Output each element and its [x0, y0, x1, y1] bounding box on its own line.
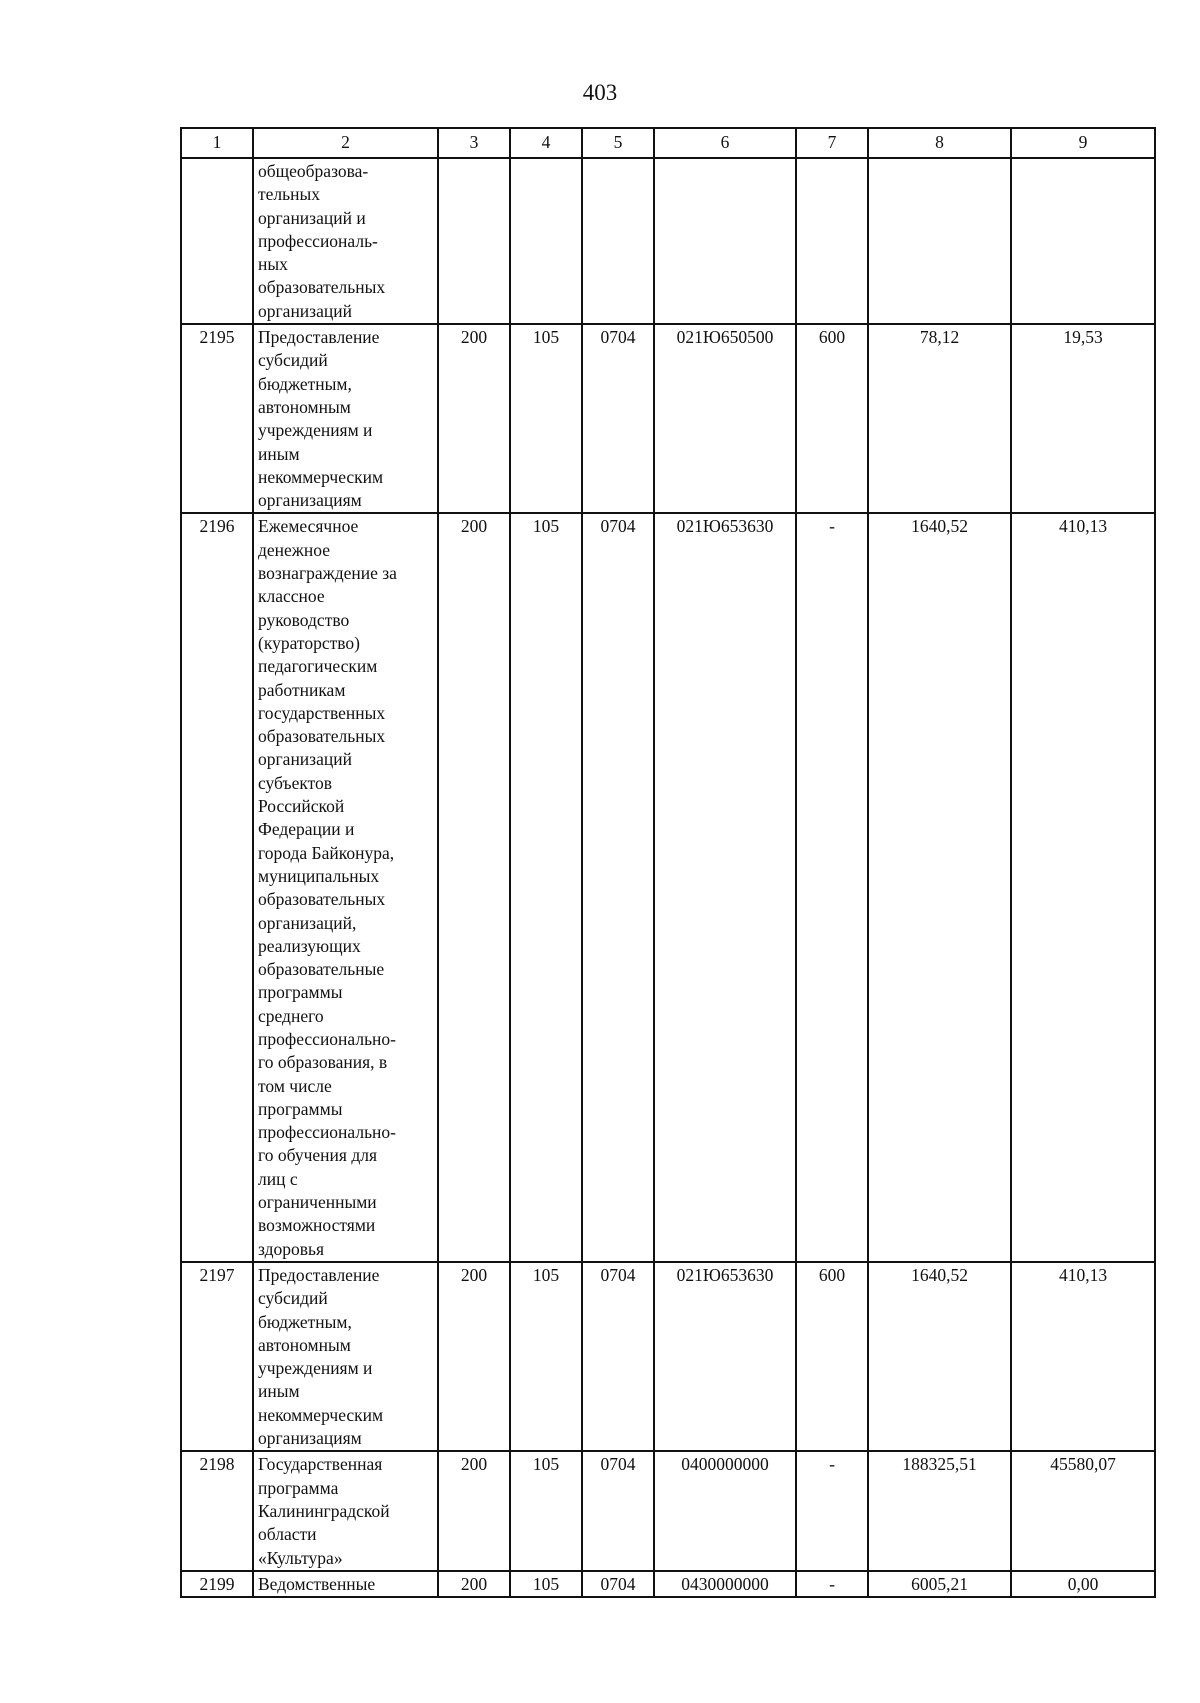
cell-col-3: 200: [438, 324, 510, 513]
cell-col-8: 1640,52: [868, 513, 1011, 1262]
row-number-cell: [181, 158, 253, 324]
cell-col-7: -: [796, 1451, 868, 1570]
header-col-7: 7: [796, 128, 868, 158]
header-col-6: 6: [654, 128, 796, 158]
header-col-3: 3: [438, 128, 510, 158]
header-col-2: 2: [253, 128, 438, 158]
cell-col-7: 600: [796, 1262, 868, 1451]
cell-col-8: 1640,52: [868, 1262, 1011, 1451]
table-row: [181, 324, 1155, 513]
row-description: Предоставление субсидий бюджетным, автономным учреждениям и иным некоммерческим организациям: [253, 324, 438, 513]
cell-col-8: [868, 158, 1011, 324]
table-row-continuation: [181, 158, 1155, 324]
cell-col-9: 410,13: [1011, 1262, 1155, 1451]
cell-col-9: 45580,07: [1011, 1451, 1155, 1570]
cell-col-4: 105: [510, 1451, 582, 1570]
cell-col-7: -: [796, 513, 868, 1262]
header-col-8: 8: [868, 128, 1011, 158]
cell-col-6: 021Ю650500: [654, 324, 796, 513]
table-header-row: [181, 128, 1155, 158]
cell-col-4: 105: [510, 1262, 582, 1451]
cell-col-9: 0,00: [1011, 1571, 1155, 1597]
row-number-cell: 2197: [181, 1262, 253, 1451]
cell-col-3: 200: [438, 1262, 510, 1451]
header-col-9: 9: [1011, 128, 1155, 158]
row-number-cell: 2196: [181, 513, 253, 1262]
cell-col-8: 78,12: [868, 324, 1011, 513]
cell-col-6: 0430000000: [654, 1571, 796, 1597]
row-number-cell: 2195: [181, 324, 253, 513]
cell-col-5: [582, 158, 654, 324]
cell-col-7: 600: [796, 324, 868, 513]
row-description: Предоставление субсидий бюджетным, автономным учреждениям и иным некоммерческим организациям: [253, 1262, 438, 1451]
cell-col-4: 105: [510, 1571, 582, 1597]
cell-col-5: 0704: [582, 1571, 654, 1597]
cell-col-5: 0704: [582, 1262, 654, 1451]
cell-col-6: 021Ю653630: [654, 513, 796, 1262]
cell-col-9: 19,53: [1011, 324, 1155, 513]
cell-col-3: 200: [438, 513, 510, 1262]
header-col-4: 4: [510, 128, 582, 158]
row-description: Ведомственные: [253, 1571, 438, 1597]
row-description: общеобразова- тельных организаций и профессиональ- ных образовательных организаций: [253, 158, 438, 324]
table-row: [181, 513, 1155, 1262]
cell-col-5: 0704: [582, 324, 654, 513]
row-description: Государственная программа Калининградской области «Культура»: [253, 1451, 438, 1570]
header-col-1: 1: [181, 128, 253, 158]
row-number-cell: 2198: [181, 1451, 253, 1570]
table-row: [181, 1451, 1155, 1570]
table-row: [181, 1571, 1155, 1597]
cell-col-7: [796, 158, 868, 324]
cell-col-6: [654, 158, 796, 324]
cell-col-7: -: [796, 1571, 868, 1597]
cell-col-8: 188325,51: [868, 1451, 1011, 1570]
cell-col-9: [1011, 158, 1155, 324]
budget-table: [180, 127, 1156, 1598]
row-description: Ежемесячное денежное вознаграждение за классное руководство (кураторство) педагогическим работникам государственных образовательных организаций субъектов Российской Федерации и города Байконура, муниципальных образовательных организаций, реализующих образовательные программы среднего профессионально- го образования, в том числе программы профессионально- го обучения для лиц с ограниченными возможностями здоровья: [253, 513, 438, 1262]
table-row: [181, 1262, 1155, 1451]
cell-col-3: 200: [438, 1571, 510, 1597]
cell-col-8: 6005,21: [868, 1571, 1011, 1597]
row-number-cell: 2199: [181, 1571, 253, 1597]
cell-col-6: 0400000000: [654, 1451, 796, 1570]
cell-col-6: 021Ю653630: [654, 1262, 796, 1451]
cell-col-5: 0704: [582, 513, 654, 1262]
cell-col-3: 200: [438, 1451, 510, 1570]
cell-col-4: 105: [510, 513, 582, 1262]
cell-col-3: [438, 158, 510, 324]
cell-col-9: 410,13: [1011, 513, 1155, 1262]
header-col-5: 5: [582, 128, 654, 158]
cell-col-4: 105: [510, 324, 582, 513]
cell-col-5: 0704: [582, 1451, 654, 1570]
cell-col-4: [510, 158, 582, 324]
page-number: 403: [582, 80, 618, 105]
